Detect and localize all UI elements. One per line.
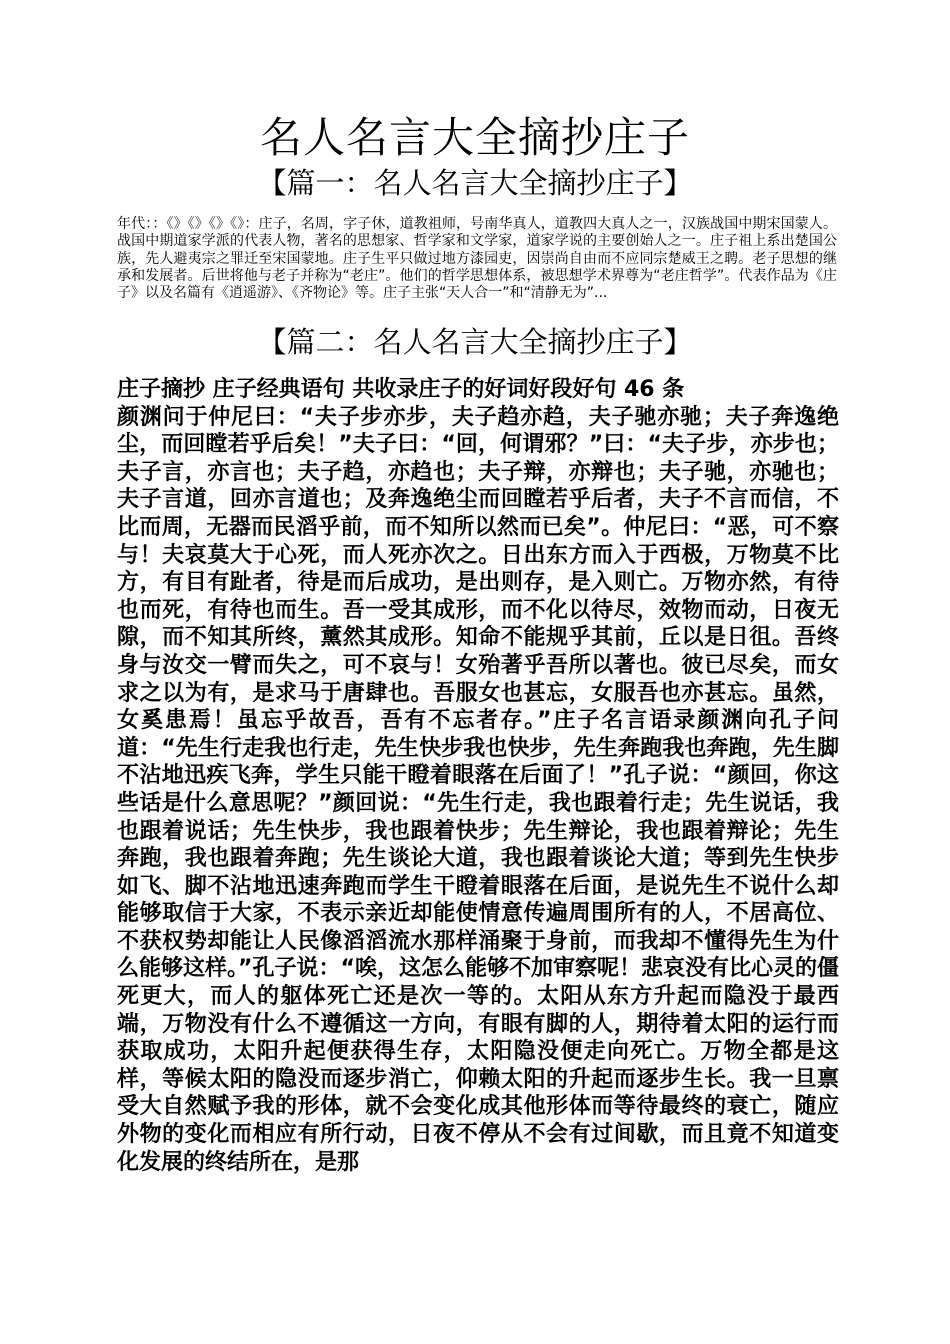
- document-title: 名人名言大全摘抄庄子: [259, 113, 690, 162]
- section-2-paragraph: 庄子摘抄 庄子经典语句 共收录庄子的好词好段好句 46 条 颜渊问于仲尼曰：“夫子步亦步，夫子趋亦趋，夫子驰亦驰；夫子奔逸绝尘，而回瞠若乎后矣！”夫子曰：“回，何谓邪？”曰：“夫子步，亦步也；夫子言，亦言也；夫子趋，亦趋也；夫子辩，亦辩也；夫子驰，亦驰也；夫子言道，回亦言道也；及奔逸绝尘而回瞠若乎后者，夫子不言而信，不比而周，无器而民滔乎前，而不知所以然而已矣”。仲尼曰：“恶，可不察与！夫哀莫大于心死，而人死亦次之。日出东方而入于西极，万物莫不比方，有目有趾者，待是而后成功，是出则存，是入则亡。万物亦然，有待也而死，有待也而生。吾一受其成形，而不化以待尽，效物而动，日夜无隙，而不知其所终，薰然其成形。知命不能规乎其前，丘以是日徂。吾终身与汝交一臂而失之，可不哀与！女殆著乎吾所以著也。彼已尽矣，而女求之以为有，是求马于唐肆也。吾服女也甚忘，女服吾也亦甚忘。虽然，女奚患焉！虽忘乎故吾，吾有不忘者存。”庄子名言语录颜渊向孔子问道：“先生行走我也行走，先生快步我也快步，先生奔跑我也奔跑，先生脚不沾地迅疾飞奔，学生只能干瞪着眼落在后面了！”孔子说：“颜回，你这些话是什么意思呢？”颜回说：“先生行走，我也跟着行走；先生说话，我也跟着说话；先生快步，我也跟着快步；先生辩论，我也跟着辩论；先生奔跑，我也跟着奔跑；先生谈论大道，我也跟着谈论大道；等到先生快步如飞、脚不沾地迅速奔跑而学生干瞪着眼落在后面，是说先生不说什么却能够取信于大家，不表示亲近却能使情意传遍周围所有的人，不居高位、不获权势却能让人民像滔滔流水那样涌聚于身前，而我却不懂得先生为什么能够这样。”孔子说：“唉，这怎么能够不加审察呢！悲哀没有比心灵的僵死更大，而人的躯体死亡还是次一等的。太阳从东方升起而隐没于最西端，万物没有什么不遵循这一方向，有眼有脚的人，期待着太阳的运行而获取成功，太阳升起便获得生存，太阳隐没便走向死亡。万物全都是这样，等候太阳的隐没而逐步消亡，仰赖太阳的升起而逐步生长。我一旦禀受大自然赋予我的形体，就不会变化成其他形体而等待最终的衰亡，随应外物的变化而相应有所行动，日夜不停从不会有过间歇，而且竟不知道变化发展的终结所在，是那: [117, 377, 839, 1175]
- section-1-paragraph: 年代：：《》《》《》《》：庄子，名周，字子休，道教祖师，号南华真人，道教四大真人之一，汉族战国中期宋国蒙人。战国中期道家学派的代表人物，著名的思想家、哲学家和文学家，道家学说的主要创始人之一。庄子祖上系出楚国公族，先人避夷宗之罪迁至宋国蒙地。庄子生平只做过地方漆园吏，因崇尚自由而不应同宗楚威王之聘。老子思想的继承和发展者。后世将他与老子并称为“老庄”。他们的哲学思想体系，被思想学术界尊为“老庄哲学”。代表作品为《庄子》以及名篇有《逍遥游》、《齐物论》等。庄子主张“天人合一”和“清静无为”...: [117, 216, 837, 302]
- section-1-heading: 【篇一：名人名言大全摘抄庄子】: [257, 166, 693, 200]
- section-2-heading: 【篇二：名人名言大全摘抄庄子】: [257, 325, 693, 359]
